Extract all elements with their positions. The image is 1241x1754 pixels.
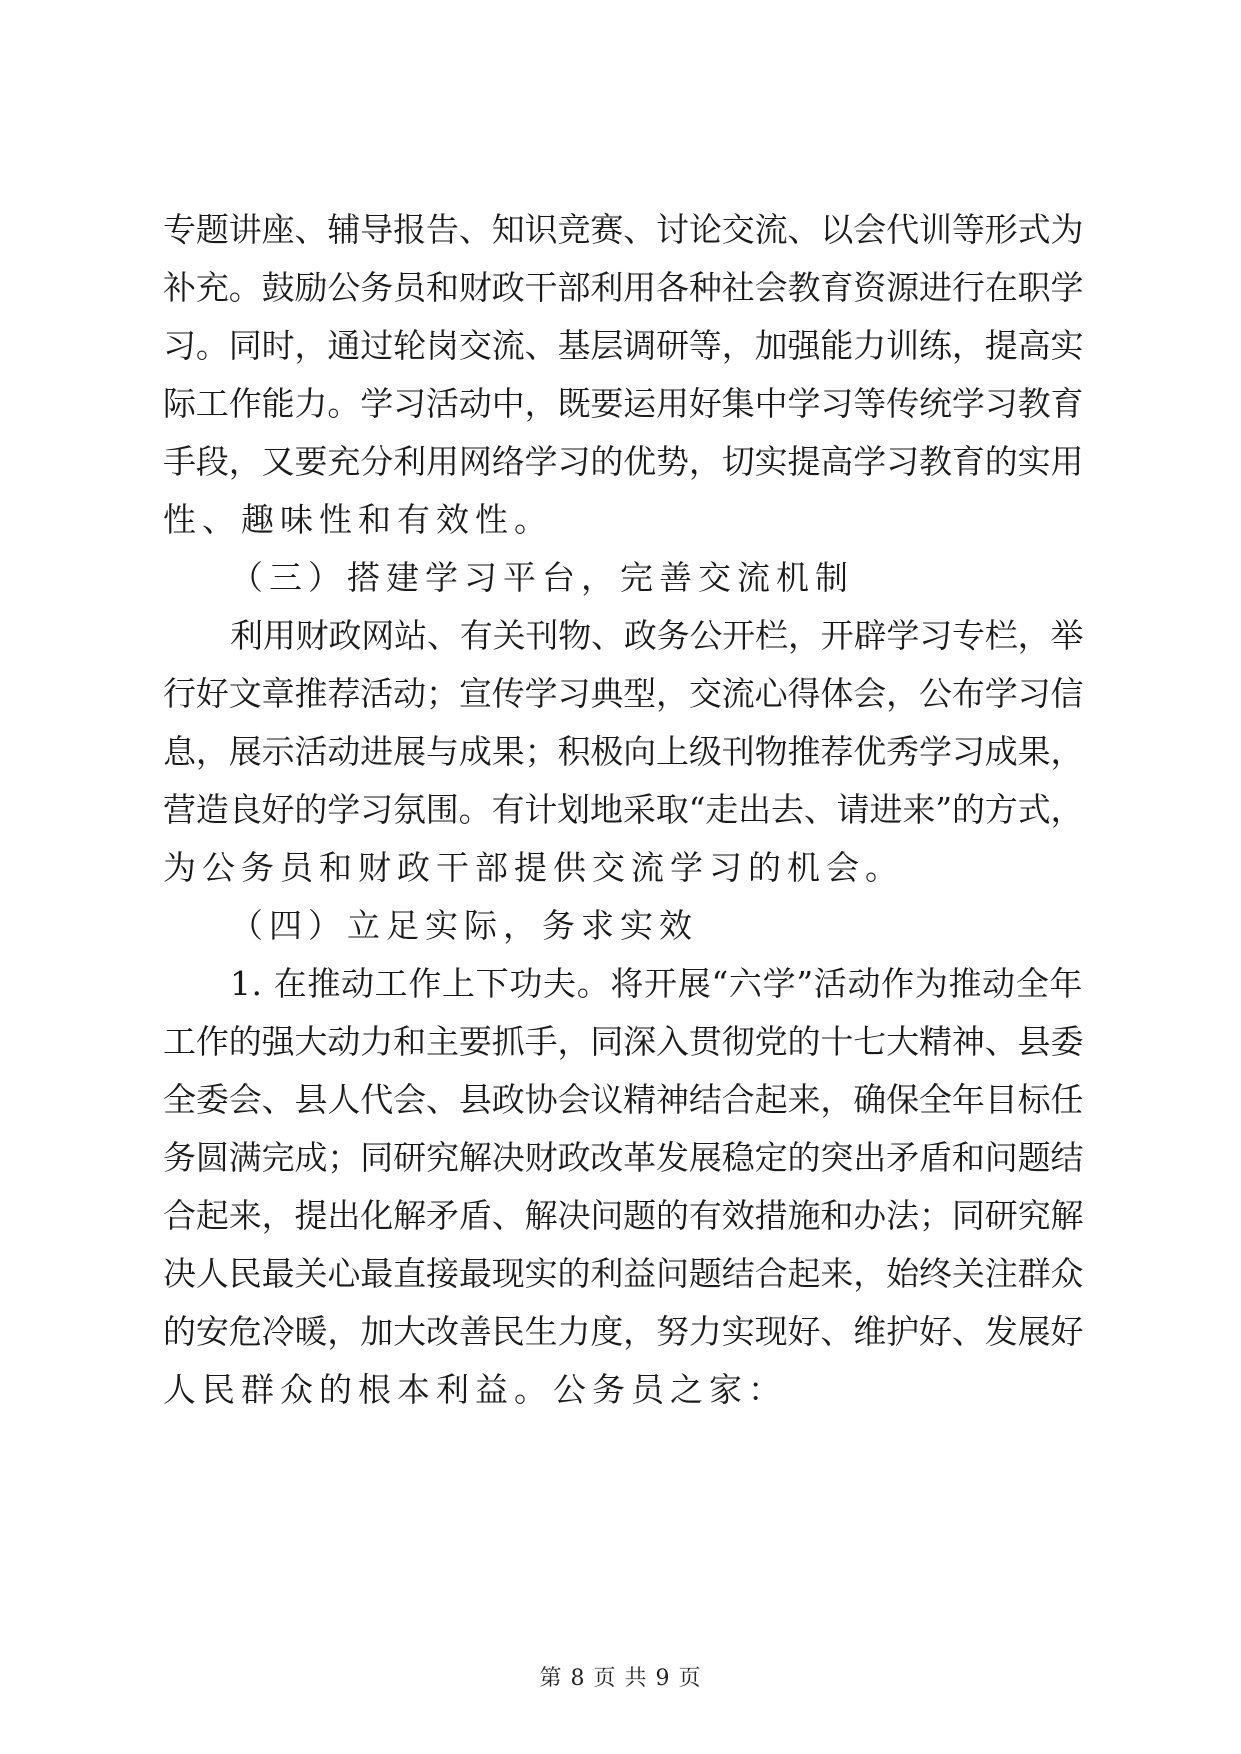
text-line: 全委会、县人代会、县政协会议精神结合起来，确保全年目标任	[163, 1080, 1083, 1119]
text-line: 工作的强大动力和主要抓手，同深入贯彻党的十七大精神、县委	[163, 1022, 1083, 1061]
text-line: 利用财政网站、有关刊物、政务公开栏，开辟学习专栏，举	[230, 616, 1083, 655]
text-line: 务圆满完成；同研究解决财政改革发展稳定的突出矛盾和问题结	[163, 1138, 1083, 1177]
text-line: 的安危冷暖，加大改善民生力度，努力实现好、维护好、发展好	[163, 1312, 1083, 1351]
text-line: 手段，又要充分利用网络学习的优势，切实提高学习教育的实用	[163, 442, 1083, 481]
text-line: 息，展示活动进展与成果；积极向上级刊物推荐优秀学习成果，	[163, 732, 1083, 771]
text-line: 决人民最关心最直接最现实的利益问题结合起来，始终关注群众	[163, 1254, 1083, 1293]
section-heading: （四）立足实际，务求实效	[230, 906, 698, 945]
text-line: 营造良好的学习氛围。有计划地采取“走出去、请进来”的方式，	[163, 790, 1083, 829]
text-line: 1. 在推动工作上下功夫。将开展“六学”活动作为推动全年	[230, 964, 1083, 1003]
text-line: 习。同时，通过轮岗交流、基层调研等，加强能力训练，提高实	[163, 326, 1083, 365]
section-heading: （三）搭建学习平台，完善交流机制	[230, 558, 854, 597]
text-line: 际工作能力。学习活动中，既要运用好集中学习等传统学习教育	[163, 384, 1083, 423]
text-line: 专题讲座、辅导报告、知识竞赛、讨论交流、以会代训等形式为	[163, 210, 1083, 249]
page-number: 第 8 页 共 9 页	[539, 1666, 702, 1691]
text-line: 行好文章推荐活动；宣传学习典型，交流心得体会，公布学习信	[163, 674, 1083, 713]
text-line: 补充。鼓励公务员和财政干部利用各种社会教育资源进行在职学	[163, 268, 1083, 307]
text-line: 性、趣味性和有效性。	[163, 500, 553, 539]
text-line: 为公务员和财政干部提供交流学习的机会。	[163, 848, 904, 887]
text-line: 合起来，提出化解矛盾、解决问题的有效措施和办法；同研究解	[163, 1196, 1083, 1235]
text-line: 人民群众的根本利益。公务员之家：	[163, 1370, 787, 1409]
